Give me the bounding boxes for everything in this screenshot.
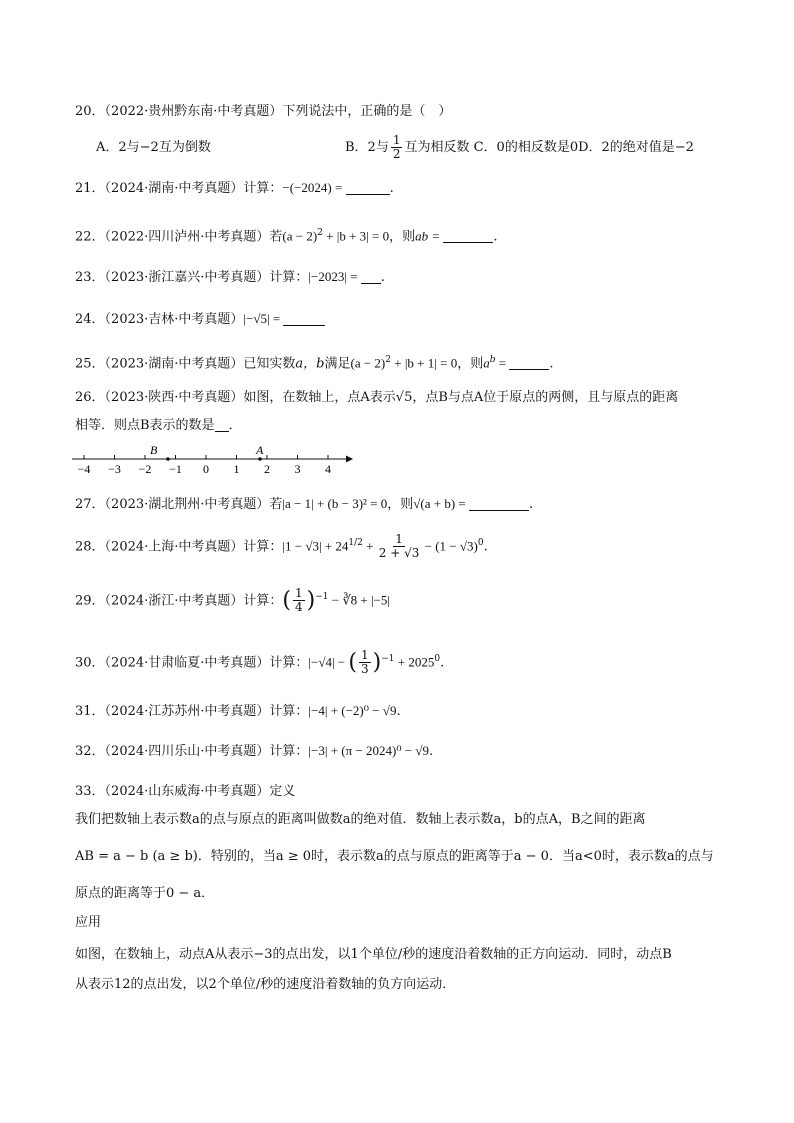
answer-blank: [509, 355, 549, 370]
answer-blank: [469, 496, 529, 511]
question-23: 23．（2023·浙江嘉兴·中考真题）计算：|−2023| = .: [75, 269, 385, 285]
axis-tick-label: −3: [108, 462, 121, 476]
fraction: $\frac{1}{4}$: [295, 586, 303, 615]
question-26-cont: 相等．则点B表示的数是 ．: [75, 418, 242, 433]
answer-blank: [215, 417, 229, 432]
answer-blank: [283, 311, 325, 326]
fraction: $\frac{1}{3}$: [361, 648, 369, 677]
point-b-label: B: [150, 443, 158, 457]
q33-paragraph-1: 我们把数轴上表示数a的点与原点的距离叫做数a的绝对值．数轴上表示数a，b的点A，B之间的距离: [75, 812, 646, 827]
q33-paragraph-5: 如图，在数轴上，动点A从表示−3的点出发，以1个单位/秒的速度沿着数轴的正方向运动．同时，动点B: [75, 947, 672, 962]
q20-stem: 20．（2022·贵州黔东南·中考真题）下列说法中，正确的是（ ）: [75, 104, 452, 119]
q20-option-a: A．2与−2互为倒数: [96, 140, 211, 155]
answer-blank: [346, 180, 390, 195]
point-a-label: A: [256, 443, 264, 457]
point-a-dot: [258, 457, 262, 461]
question-24: 24．（2023·吉林·中考真题）|−√5| =: [75, 309, 325, 330]
question-30: 30．（2024·甘肃临夏·中考真题）计算：|−√4| − ( $\frac{1}{3}$ )$^{-1} + 2025^0$.: [75, 648, 445, 677]
axis-tick-label: −4: [77, 462, 91, 476]
axis-tick-label: −1: [169, 462, 182, 476]
point-b-dot: [166, 457, 170, 461]
number-line: [70, 440, 355, 476]
question-32: 32．（2024·四川乐山·中考真题）计算：|−3| + (π − 2024)⁰ − √9.: [75, 743, 434, 759]
question-33: 33．（2024·山东威海·中考真题）定义: [75, 784, 296, 799]
axis-arrow: [346, 456, 353, 463]
axis-tick-label: 0: [203, 462, 209, 476]
fraction: $\frac{1}{2 + √3}$: [378, 532, 420, 561]
q33-heading-apply: 应用: [75, 915, 102, 930]
axis-tick-label: −2: [138, 462, 152, 476]
fraction: $\frac{1}{2}$: [392, 133, 401, 161]
axis-tick-label: 4: [325, 462, 331, 476]
q33-paragraph-3: 原点的距离等于0 − a．: [75, 886, 215, 901]
q20-options-bcd: B．2与 $\frac{1}{2}$ 互为相反数 C．0的相反数是0D．2的绝对值是−2: [345, 133, 694, 161]
answer-blank: [361, 269, 381, 284]
question-29: 29．（2024·浙江·中考真题）计算：( $\frac{1}{4}$ )$^{-1}$ − ∛8 + |−5|: [75, 586, 390, 615]
axis-tick-label: 1: [233, 462, 240, 476]
question-27: 27．（2023·湖北荆州·中考真题）若|a − 1| + (b − 3)² = 0，则√(a + b) = .: [75, 496, 534, 512]
question-21: 21．（2024·湖南·中考真题）计算：−(−2024) = .: [75, 180, 394, 196]
question-25: 25．（2023·湖南·中考真题）已知实数a，b满足$(a - 2)^2 + |b + 1| = 0$，则$a^b$ = .: [75, 355, 554, 372]
question-22: 22．（2022·四川泸州·中考真题）若$(a - 2)^2 + |b + 3| = 0$，则ab = .: [75, 228, 498, 245]
q33-paragraph-6: 从表示12的点出发，以2个单位/秒的速度沿着数轴的负方向运动．: [75, 977, 456, 992]
answer-blank: [443, 228, 493, 243]
question-31: 31．（2024·江苏苏州·中考真题）计算：|−4| + (−2)⁰ − √9.: [75, 703, 401, 719]
q33-paragraph-2: AB = a − b (a ≥ b)．特别的，当a ≥ 0时，表示数a的点与原点的距离等于a − 0．当a<0时，表示数a的点与: [75, 849, 714, 864]
question-28: 28．（2024·上海·中考真题）计算：$|1 - √3| + 24^{1/2}$ + $\frac{1}{2 + √3}$ − $(1 - √3)^0$.: [75, 532, 488, 561]
question-20: [75, 102, 451, 122]
question-26: 26．（2023·陕西·中考真题）如图，在数轴上，点A表示√5，点B与点A位于原点的两侧，且与原点的距离: [75, 390, 679, 405]
axis-tick-label: 3: [294, 462, 301, 476]
axis-tick-label: 2: [264, 462, 270, 476]
